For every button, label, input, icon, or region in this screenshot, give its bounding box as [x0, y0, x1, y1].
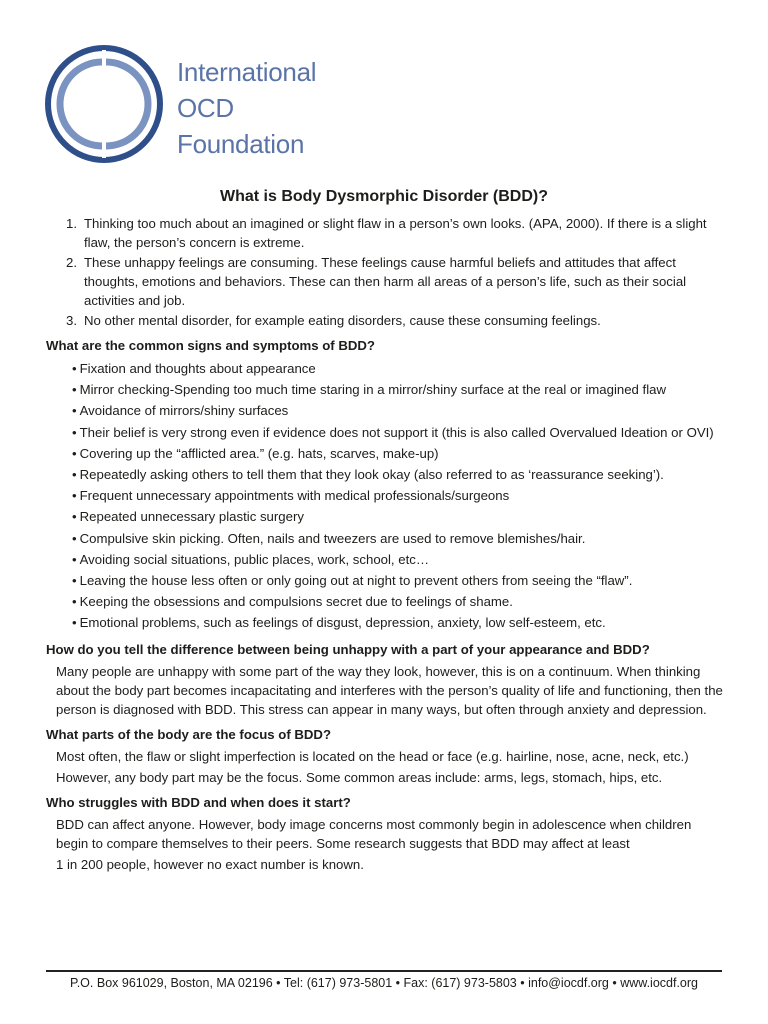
org-name-line2: OCD	[177, 93, 234, 123]
bullet-icon: •	[72, 361, 77, 376]
list-item	[72, 443, 726, 464]
list-item-text: Avoidance of mirrors/shiny surfaces	[79, 403, 289, 419]
definition-list	[66, 214, 726, 330]
org-name-line1: International	[177, 57, 317, 87]
body-parts-paragraph-2: However, any body part may be the focus. Some common areas include: arms, legs, stomach, hips, etc.	[56, 769, 663, 785]
list-item-text: Repeated unnecessary plastic surgery	[79, 509, 304, 525]
list-item-text: Frequent unnecessary appointments with medical professionals/surgeons	[79, 488, 510, 504]
definition-item	[66, 253, 726, 310]
list-item	[72, 549, 726, 570]
bullet-icon: •	[72, 594, 77, 610]
organization-name	[177, 54, 316, 162]
ocd-logo-icon	[44, 44, 164, 164]
body-parts-paragraph-1: Most often, the flaw or slight imperfection is located on the head or face (e.g. hairline, nose, acne, neck, etc.)	[56, 748, 689, 764]
definition-item	[66, 311, 726, 330]
bullet-icon: •	[72, 488, 77, 504]
list-item-text: Repeatedly asking others to tell them that they look okay (also referred to as ‘reassurance seeking’).	[79, 467, 664, 483]
list-item	[72, 612, 726, 633]
list-item	[72, 506, 726, 527]
difference-paragraph: Many people are unhappy with some part of the way they look, however, this is on a continuum. When thinking about the body part becomes incapacitating and interferes with the person’s quality of life and functioning, then the person is diagnosed with BDD. This stress can appear in many ways, but often through anxiety and depression.	[56, 663, 723, 717]
bullet-icon: •	[72, 551, 77, 567]
list-item-text: Compulsive skin picking. Often, nails and tweezers are used to remove blemishes/hair.	[79, 530, 586, 546]
who-paragraph-1: BDD can affect anyone. However, body image concerns most commonly begin in adolescence when children begin to compare themselves to their peers. Some research suggests that BDD may affect at least	[56, 816, 692, 851]
bullet-icon: •	[72, 509, 77, 525]
list-item-text: Covering up the “afflicted area.” (e.g. hats, scarves, make-up)	[79, 445, 439, 461]
list-item-text: Fixation and thoughts about appearance	[79, 361, 316, 376]
bullet-icon: •	[72, 424, 77, 440]
list-item	[72, 422, 726, 443]
list-item-text: Leaving the house less often or only going out at night to prevent others from seeing the “flaw”.	[79, 573, 633, 589]
definition-number: 1.	[66, 216, 77, 231]
footer-contact: P.O. Box 961029, Boston, MA 02196 • Tel: (617) 973-5801 • Fax: (617) 973-5803 • info@iocdf.org • www.iocdf.org	[69, 976, 698, 990]
list-item-text: Emotional problems, such as feelings of disgust, depression, anxiety, low self-esteem, etc.	[79, 615, 606, 631]
definition-item	[66, 214, 726, 252]
definition-text: Thinking too much about an imagined or slight flaw in a person’s own looks. (APA, 2000). If there is a slight flaw, the person’s concern is extreme.	[84, 216, 707, 250]
list-item	[72, 528, 726, 549]
list-item-text: Their belief is very strong even if evidence does not support it (this is also called Overvalued Ideation or OVI)	[79, 424, 714, 440]
difference-heading: How do you tell the difference between being unhappy with a part of your appearance and BDD?	[46, 641, 650, 657]
list-item	[72, 379, 726, 400]
signs-heading: What are the common signs and symptoms of BDD?	[46, 338, 375, 353]
list-item-text: Mirror checking-Spending too much time staring in a mirror/shiny surface at the real or imagined flaw	[79, 382, 666, 398]
footer-divider	[46, 970, 722, 972]
bullet-icon: •	[72, 615, 77, 631]
bullet-icon: •	[72, 573, 77, 589]
list-item-text: Avoiding social situations, public places, work, school, etc…	[79, 551, 430, 567]
list-item-text: Keeping the obsessions and compulsions secret due to feelings of shame.	[79, 594, 513, 610]
body-parts-heading: What parts of the body are the focus of BDD?	[46, 726, 332, 742]
org-name-line3: Foundation	[177, 129, 305, 159]
bullet-icon: •	[72, 445, 77, 461]
bullet-icon: •	[72, 467, 77, 483]
list-item	[72, 570, 726, 591]
bullet-icon: •	[72, 382, 77, 398]
who-paragraph-2: 1 in 200 people, however no exact number is known.	[56, 856, 364, 872]
bullet-icon: •	[72, 530, 77, 546]
list-item	[72, 464, 726, 485]
list-item	[72, 358, 726, 379]
list-item	[72, 591, 726, 612]
document-body	[46, 214, 726, 876]
definition-text: These unhappy feelings are consuming. These feelings cause harmful beliefs and attitudes that affect thoughts, emotions and behaviors. These can then harm all areas of a person’s life, such as their social activities and job.	[84, 255, 687, 308]
list-item	[72, 485, 726, 506]
definition-text: No other mental disorder, for example eating disorders, cause these consuming feelings.	[84, 313, 601, 328]
bullet-icon: •	[72, 403, 77, 419]
definition-number: 3.	[66, 313, 77, 328]
list-item	[72, 400, 726, 421]
who-heading: Who struggles with BDD and when does it start?	[46, 794, 351, 810]
signs-list	[72, 358, 726, 634]
page-title: What is Body Dysmorphic Disorder (BDD)?	[219, 188, 549, 205]
definition-number: 2.	[66, 255, 77, 270]
